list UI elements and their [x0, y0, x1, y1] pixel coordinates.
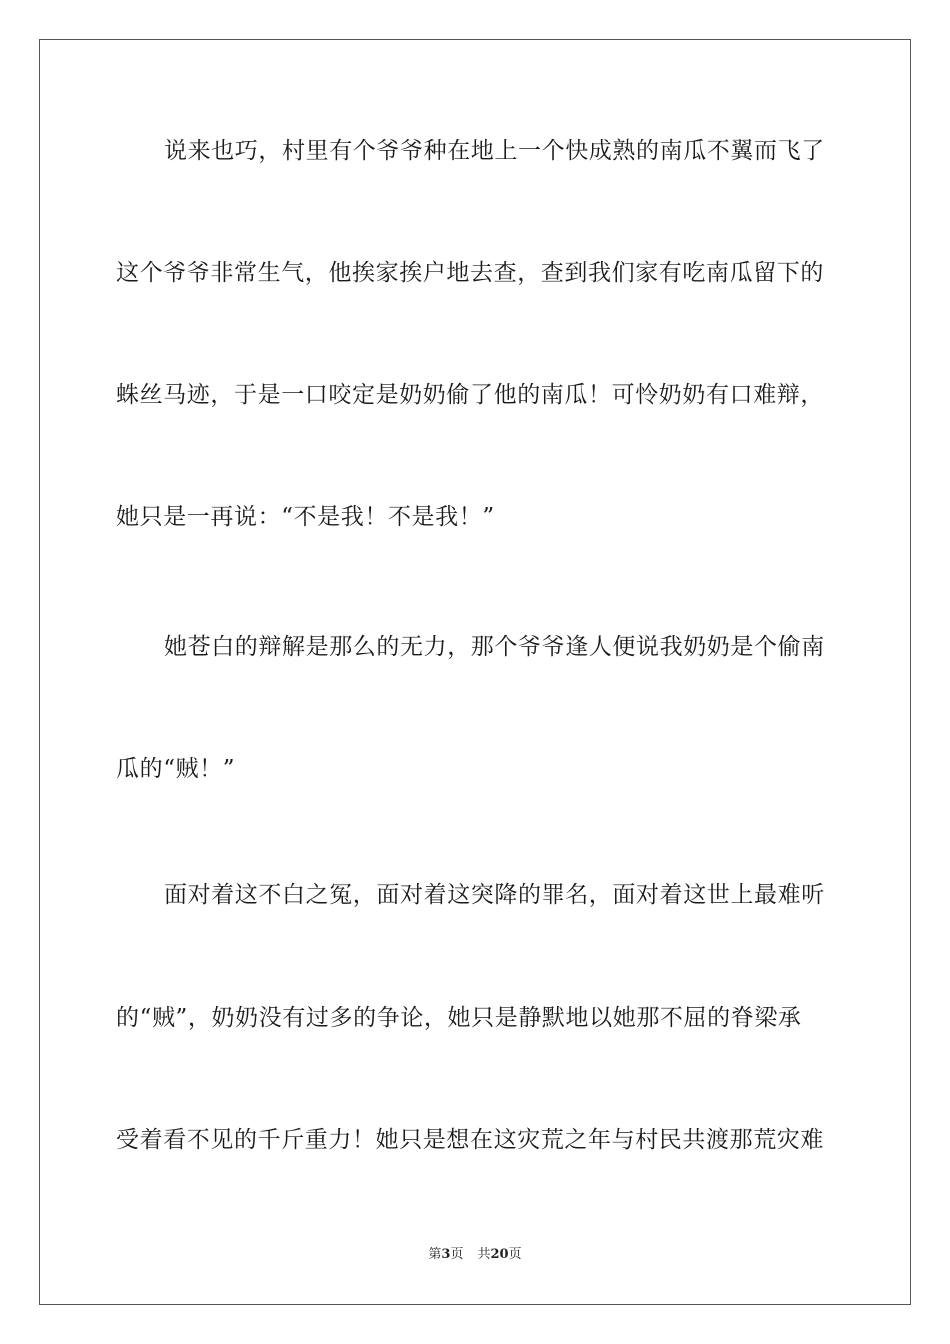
- paragraph-line: 她苍白的辩解是那么的无力，那个爷爷逢人便说我奶奶是个偷南: [164, 634, 825, 660]
- page-prefix: 第: [428, 1247, 442, 1262]
- paragraph-line: 瓜的“贼！”: [116, 756, 236, 782]
- total-prefix: 共: [477, 1247, 491, 1262]
- page-suffix: 页: [450, 1247, 464, 1262]
- paragraph-line: 面对着这不白之冤，面对着这突降的罪名，面对着这世上最难听: [164, 882, 825, 908]
- page-footer: [0, 1246, 950, 1264]
- paragraph-line: 说来也巧，村里有个爷爷种在地上一个快成熟的南瓜不翼而飞了: [164, 138, 825, 164]
- paragraph-line: 她只是一再说：“不是我！不是我！”: [116, 504, 495, 530]
- total-pages: 20: [490, 1247, 509, 1262]
- paragraph-line: 这个爷爷非常生气，他挨家挨户地去查，查到我们家有吃南瓜留下的: [116, 260, 824, 286]
- paragraph-line: 的“贼”，奶奶没有过多的争论，她只是静默地以她那不屈的脊梁承: [116, 1005, 802, 1031]
- total-suffix: 页: [508, 1247, 522, 1262]
- page-border: [39, 39, 911, 1305]
- paragraph-line: 受着看不见的千斤重力！她只是想在这灾荒之年与村民共渡那荒灾难: [116, 1127, 824, 1153]
- page-number: 3: [441, 1247, 451, 1262]
- paragraph-line: 蛛丝马迹，于是一口咬定是奶奶偷了他的南瓜！可怜奶奶有口难辩，: [116, 382, 824, 408]
